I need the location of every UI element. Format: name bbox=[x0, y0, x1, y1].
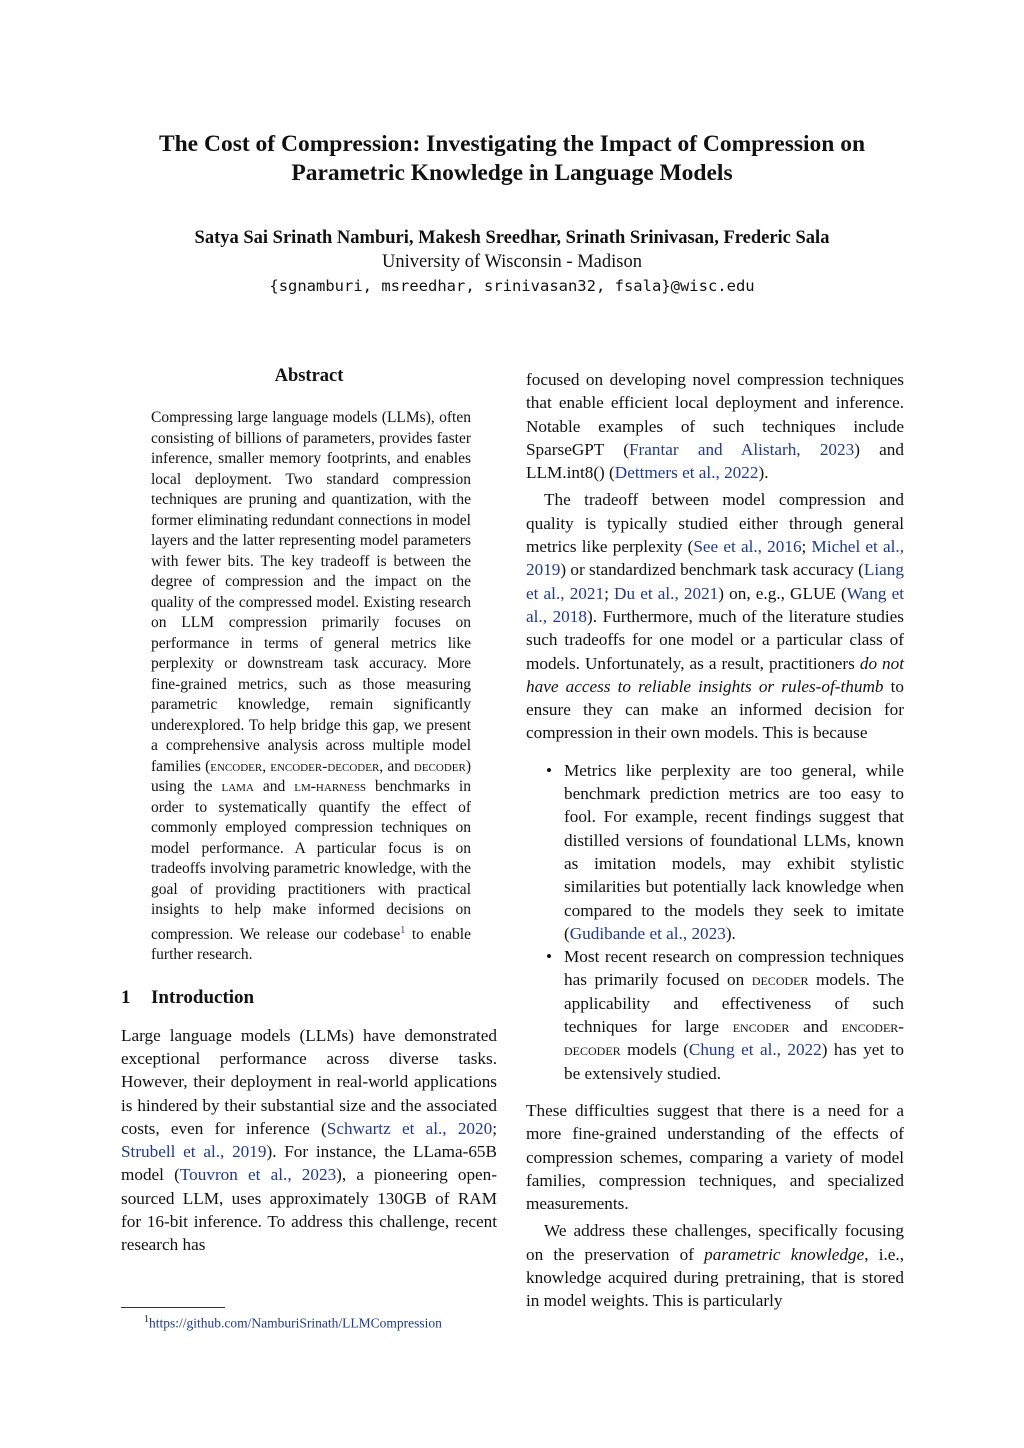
author-emails: {sgnamburi, msreedhar, srinivasan32, fsala}@wisc.edu bbox=[269, 277, 755, 295]
repository-link[interactable]: https://github.com/NamburiSrinath/LLMCompression bbox=[149, 1315, 442, 1331]
citation-link[interactable]: Liang et al., 2021 bbox=[526, 560, 904, 603]
right-column bbox=[526, 368, 904, 1313]
citation-link[interactable]: Michel et al., 2019 bbox=[526, 537, 905, 580]
list-item: • Most recent research on compression techniques has primarily focused on decoder models. The applicability and effectiveness of such techniques for large encoder and encoder-decoder models (Chung et al., 2022) has yet to be extensively studied. bbox=[546, 947, 904, 1083]
intro-paragraph-1: Large language models (LLMs) have demonstrated exceptional performance across diverse tasks. However, their deployment in real-world applications is hindered by their substantial size and the associated costs, even for inference (Schwartz et al., 2020; Strubell et al., 2019). For instance, the LLama-65B model (Touvron et al., 2023), a pioneering open-sourced LLM, uses approximately 130GB of RAM for 16-bit inference. To address this challenge, recent research has bbox=[121, 1025, 497, 1255]
model-family-decoder: decoder bbox=[751, 970, 809, 990]
footnote bbox=[144, 1311, 442, 1333]
list-item: • Metrics like perplexity are too general, while benchmark prediction metrics are too easy to fool. For example, recent findings suggest that distilled versions of foundational LLMs, known as imitation models, may exhibit stylistic similarities but potentially lack knowledge when compared to the models they seek to imitate (Gudibande et al., 2023). bbox=[546, 760, 904, 943]
abstract-text: Compressing large language models (LLMs), often consisting of billions of parameters, provides faster inference, smaller memory footprints, and enables local deployment. Two standard compression techniques are pruning and quantization, with the former eliminating redundant connections in model layers and the latter representing model parameters with fewer bits. The key tradeoff is between the degree of compression and the impact on the quality of the compressed model. Existing research on LLM compression primarily focuses on performance in terms of general metrics like perplexity or downstream task accuracy. More fine-grained metrics, such as those measuring parametric knowledge, remain significantly underexplored. To help bridge this gap, we present a comprehensive analysis across multiple model families (encoder, encoder-decoder, and decoder) using the lama and lm-harness benchmarks in order to systematically quantify the effect of commonly employed compression techniques on model performance. A particular focus is on tradeoffs involving parametric knowledge, with the goal of providing practitioners with practical insights to help make informed decisions on compression. We release our codebase$^1$ to enable further research. bbox=[151, 409, 471, 964]
citation-link[interactable]: See et al., 2016 bbox=[693, 537, 802, 557]
model-family-encoder-decoder: encoder-decoder bbox=[564, 1017, 904, 1060]
left-column bbox=[121, 364, 497, 1257]
bullet-icon: • bbox=[546, 760, 553, 780]
intro-paragraph-4: We address these challenges, specifically focusing on the preservation of parametric knowledge, i.e., knowledge acquired during pretraining, that is stored in model weights. This is particularly bbox=[526, 1221, 905, 1311]
footnote-number: 1 bbox=[144, 1314, 149, 1325]
bullet-list bbox=[526, 759, 904, 1085]
model-family-encoder: encoder bbox=[210, 757, 263, 775]
citation-link[interactable]: Du et al., 2021 bbox=[614, 583, 719, 603]
intro-paragraph-continued: focused on developing novel compression techniques that enable efficient local deployment and inference. Notable examples of such techniques include SparseGPT (Frantar and Alistarh, 2023) and LLM.int8() (Dettmers et al., 2022). bbox=[526, 370, 904, 483]
paper-title bbox=[100, 130, 924, 188]
citation-link[interactable]: Schwartz et al., 2020 bbox=[326, 1118, 493, 1138]
emphasis-text: parametric knowledge bbox=[704, 1244, 865, 1264]
title-line-2: Parametric Knowledge in Language Models bbox=[291, 160, 733, 186]
section-heading-introduction bbox=[121, 986, 497, 1010]
model-family-encoder-decoder: encoder-decoder bbox=[270, 757, 380, 775]
author-list: Satya Sai Srinath Namburi, Makesh Sreedhar, Srinath Srinivasan, Frederic Sala bbox=[194, 228, 830, 248]
citation-link[interactable]: Wang et al., 2018 bbox=[526, 583, 904, 626]
model-family-decoder: decoder bbox=[413, 757, 466, 775]
citation-link[interactable]: Touvron et al., 2023 bbox=[179, 1165, 337, 1185]
intro-paragraph-2: The tradeoff between model compression and quality is typically studied either through general metrics like perplexity (See et al., 2016; Michel et al., 2019) or standardized benchmark task accuracy (Liang et al., 2021; Du et al., 2021) on, e.g., GLUE (Wang et al., 2018). Furthermore, much of the literature studies such tradeoffs for one model or a particular class of models. Unfortunately, as a result, practitioners do not have access to reliable insights or rules-of-thumb to ensure they can make an informed decision for compression in their own models. This is because bbox=[526, 490, 905, 743]
section-title: Introduction bbox=[151, 986, 255, 1008]
citation-link[interactable]: Chung et al., 2022 bbox=[688, 1040, 822, 1060]
footnote-marker[interactable]: 1 bbox=[400, 924, 406, 936]
benchmark-lm-harness: lm-harness bbox=[294, 778, 367, 795]
footnote-divider bbox=[121, 1307, 225, 1308]
model-family-encoder: encoder bbox=[732, 1017, 790, 1037]
title-line-1: The Cost of Compression: Investigating the Impact of Compression on bbox=[158, 131, 866, 157]
affiliation: University of Wisconsin - Madison bbox=[382, 252, 642, 272]
bullet-icon: • bbox=[546, 947, 553, 967]
citation-link[interactable]: Dettmers et al., 2022 bbox=[614, 463, 759, 483]
citation-link[interactable]: Frantar and Alistarh, 2023 bbox=[628, 439, 855, 459]
emphasis-text: do not have access to reliable insights or rules-of-thumb bbox=[526, 653, 904, 696]
benchmark-lama: lama bbox=[221, 778, 254, 795]
abstract-heading: Abstract bbox=[274, 366, 344, 386]
section-number: 1 bbox=[121, 986, 131, 1008]
citation-link[interactable]: Strubell et al., 2019 bbox=[121, 1142, 267, 1162]
intro-paragraph-3: These difficulties suggest that there is a need for a more fine-grained understanding of the effects of compression schemes, comparing a variety of model families, compression techniques, and specialized measurements. bbox=[526, 1100, 904, 1214]
citation-link[interactable]: Gudibande et al., 2023 bbox=[569, 923, 726, 943]
